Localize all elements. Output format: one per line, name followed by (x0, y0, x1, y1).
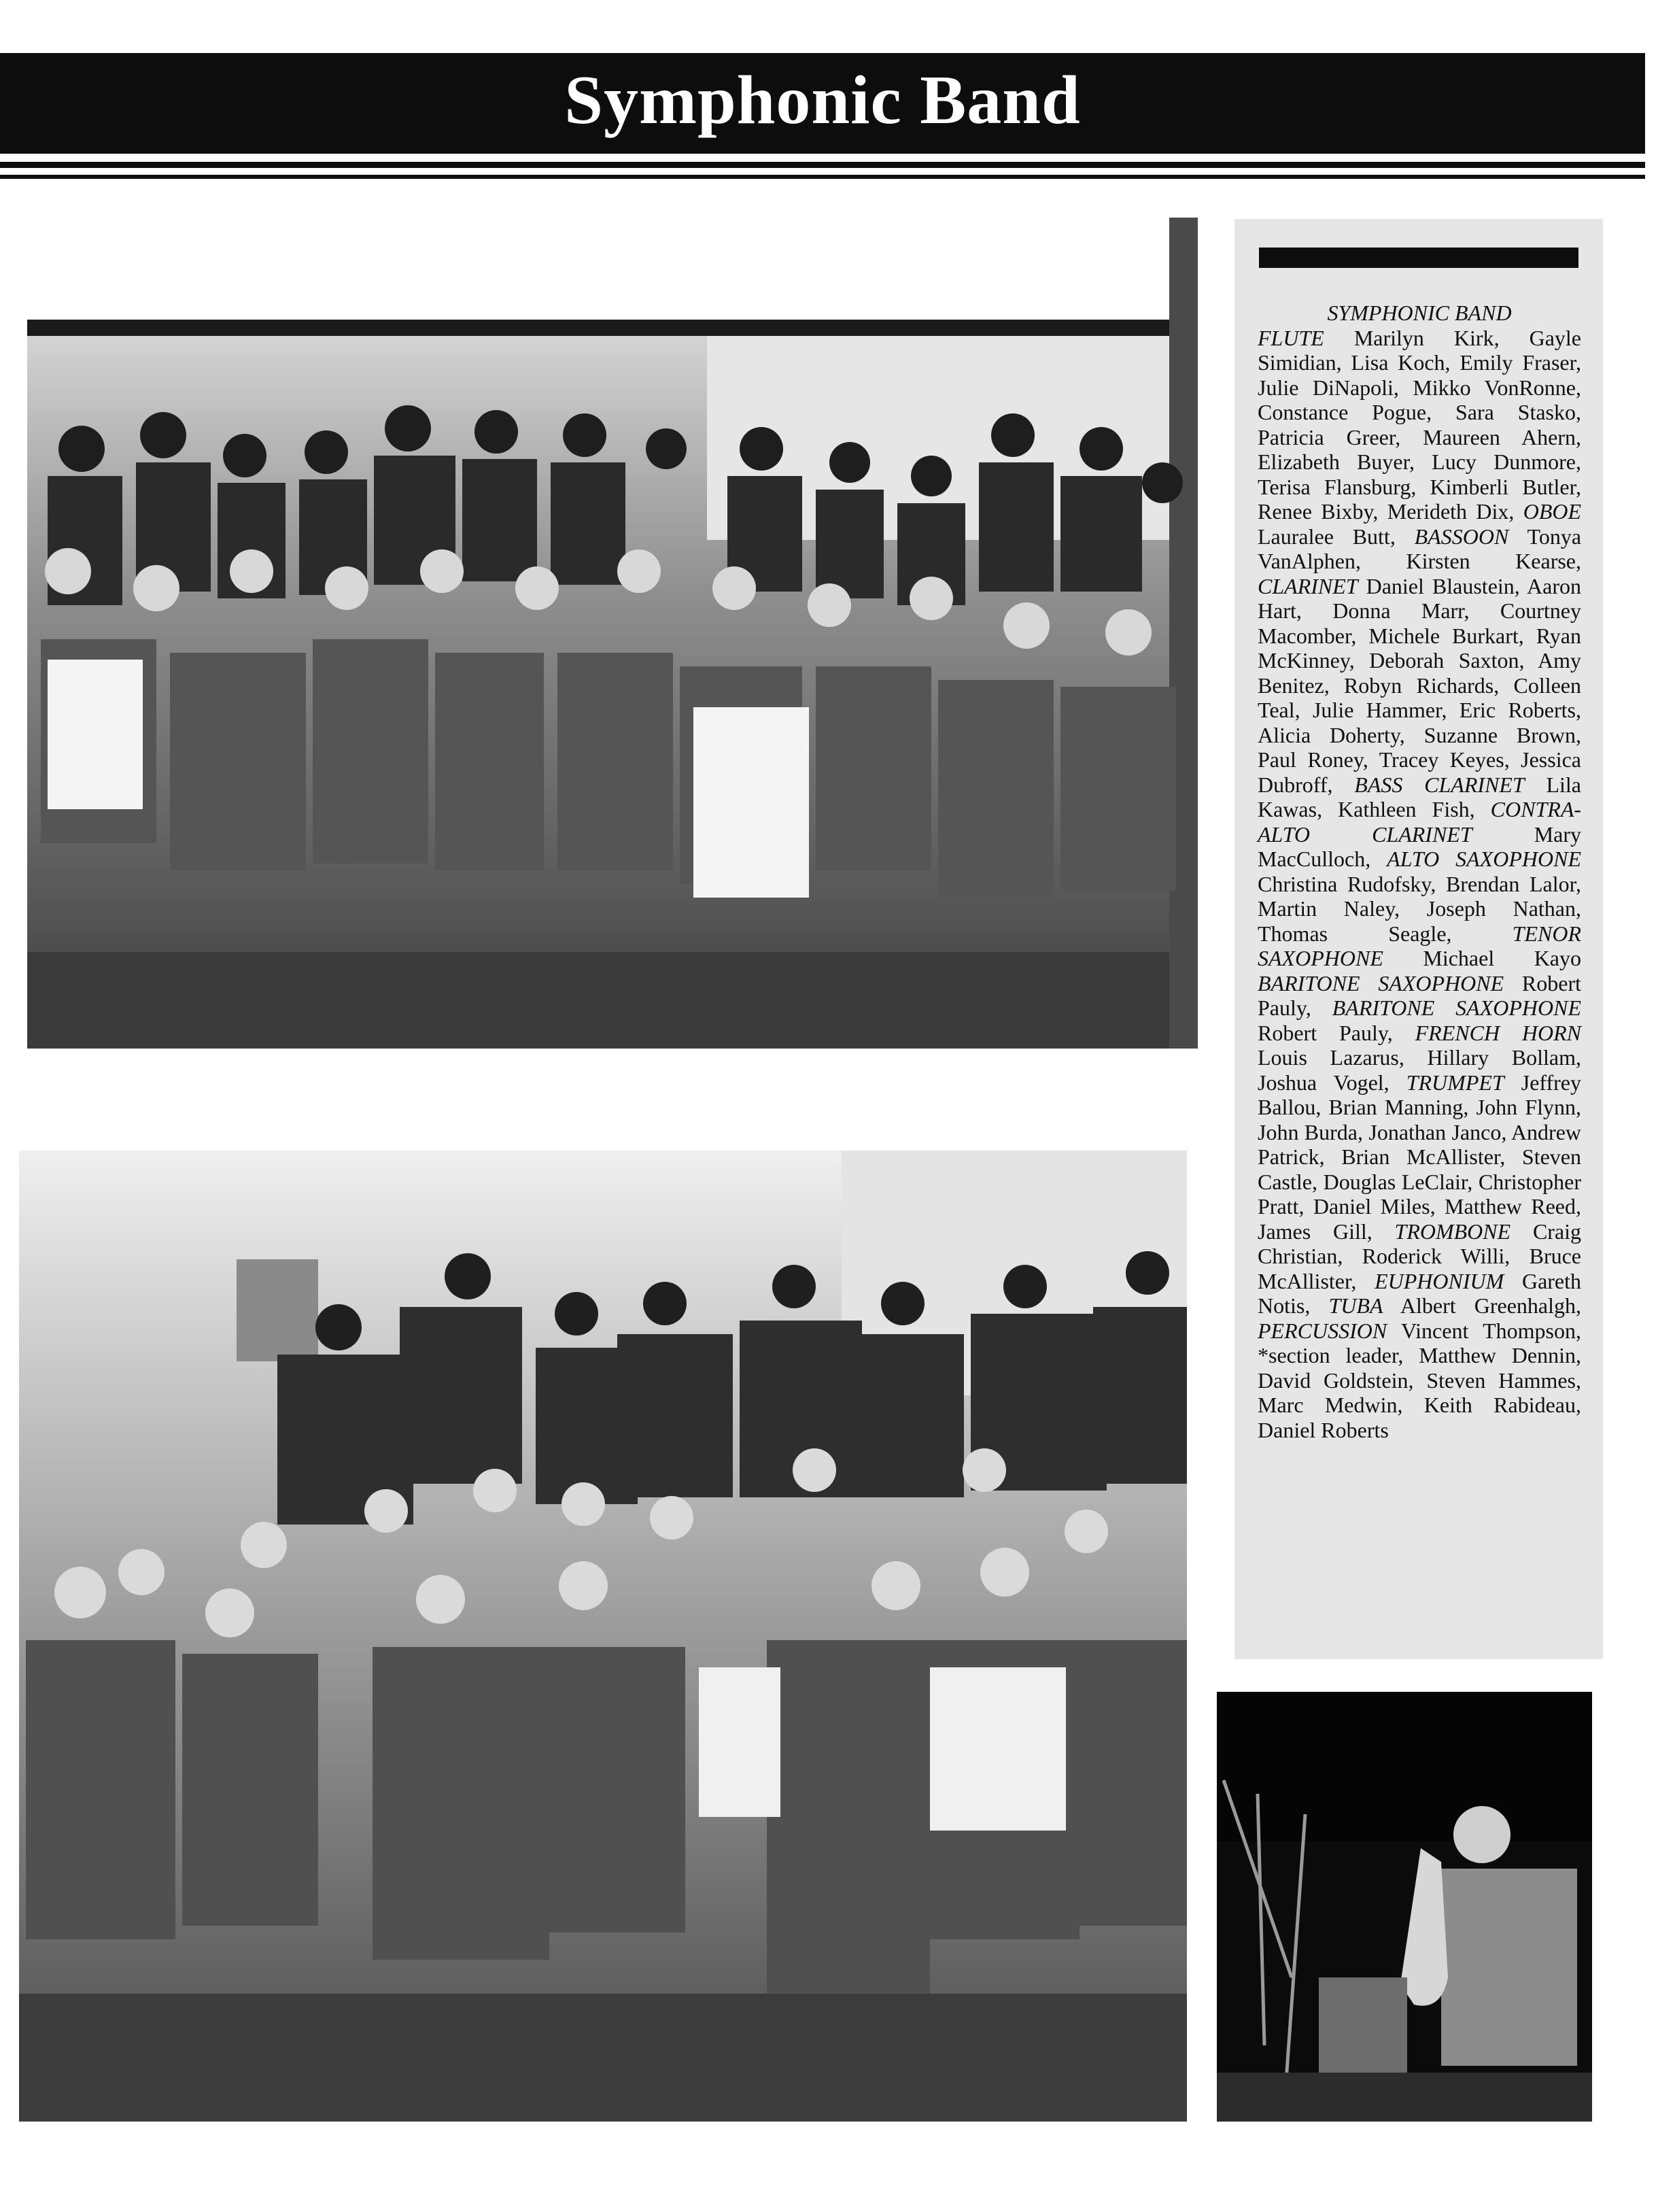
section-label-alto-saxophone: ALTO SAXOPHONE (1387, 847, 1582, 871)
section-names-baritone-saxophone-2: Robert Pauly, (1258, 1020, 1393, 1045)
section-names-contra-alto-clarinet: Mary MacCulloch, (1258, 821, 1582, 871)
section-names-baritone-saxophone: Robert Pauly, (1258, 970, 1581, 1020)
section-label-euphonium: EUPHONIUM (1375, 1268, 1504, 1293)
section-label-flute: FLUTE (1258, 325, 1324, 350)
section-names-trombone: Craig Christian, Roderick Willi, Bruce McAllister, (1258, 1219, 1582, 1293)
header-rule-bottom (0, 175, 1645, 179)
section-label-percussion: PERCUSSION (1258, 1318, 1387, 1343)
section-names-clarinet: Daniel Blaustein, Aaron Hart, Donna Marr, Courtney Macomber, Michele Burkart, Ryan McKinney, Deborah Saxton, Amy Benitez, Robyn Richards, Colleen Teal, Julie Hammer, Eric Roberts, Alicia Doherty, Suzanne Brown, Paul Roney, Tracey Keyes, Jessica Dubroff, (1258, 573, 1581, 797)
section-label-tuba: TUBA (1328, 1293, 1383, 1318)
section-names-euphonium: Gareth Notis, (1258, 1268, 1582, 1318)
section-names-flute: Marilyn Kirk, Gayle Simidian, Lisa Koch, Emily Fraser, Julie DiNapoli, Mikko VonRonne, Constance Pogue, Sara Stasko, Patricia Greer, Maureen Ahern, Elizabeth Buyer, Lucy Dunmore, Terisa Flansburg, Kimberli Butler, Renee Bixby, Merideth Dix, (1258, 325, 1581, 524)
section-names-tenor-saxophone: Michael Kayo (1423, 946, 1582, 970)
page-title: Symphonic Band (564, 62, 1081, 139)
section-label-tenor-saxophone: TENOR SAXOPHONE (1258, 921, 1582, 970)
group-photo-top (27, 218, 1198, 1049)
section-names-bassoon: Tonya VanAlphen, Kirsten Kearse, (1258, 524, 1582, 573)
section-label-clarinet: CLARINET (1258, 573, 1358, 598)
section-names-percussion: Vincent Thompson, *section leader, Matthew Dennin, David Goldstein, Steven Hammes, Marc Medwin, Keith Rabideau, Daniel Roberts (1258, 1318, 1581, 1442)
section-label-baritone-saxophone-2: BARITONE SAXOPHONE (1332, 996, 1581, 1020)
group-photo-bottom (19, 1151, 1187, 2122)
section-label-contra-alto-clarinet: CONTRA-ALTO CLARINET (1258, 797, 1582, 847)
sidebar-rule (1259, 248, 1578, 268)
section-names-oboe: Lauralee Butt, (1258, 524, 1396, 549)
saxophone-performance-photo (1217, 1692, 1592, 2122)
section-names-trumpet: Jeffrey Ballou, Brian Manning, John Flynn, John Burda, Jonathan Janco, Andrew Patrick, Brian McAllister, Steven Castle, Douglas LeClair, Christopher Pratt, Daniel Miles, Matthew Reed, James Gill, (1258, 1070, 1581, 1244)
roster-heading: SYMPHONIC BAND (1327, 301, 1512, 325)
header-rule-top (0, 162, 1645, 168)
roster-text (1258, 301, 1581, 1442)
header-bar (0, 53, 1645, 154)
section-label-trumpet: TRUMPET (1406, 1070, 1504, 1095)
section-label-bass-clarinet: BASS CLARINET (1354, 772, 1525, 797)
section-names-tuba: Albert Greenhalgh, (1400, 1293, 1582, 1318)
section-names-french-horn: Louis Lazarus, Hillary Bollam, Joshua Vogel, (1258, 1045, 1581, 1095)
section-label-bassoon: BASSOON (1414, 524, 1509, 549)
section-label-trombone: TROMBONE (1394, 1219, 1511, 1244)
section-names-bass-clarinet: Lila Kawas, Kathleen Fish, (1258, 772, 1581, 821)
section-label-baritone-saxophone: BARITONE SAXOPHONE (1258, 970, 1504, 996)
section-label-french-horn: FRENCH HORN (1415, 1020, 1582, 1045)
section-label-oboe: OBOE (1523, 499, 1582, 524)
roster-sidebar (1234, 219, 1603, 1659)
section-names-alto-saxophone: Christina Rudofsky, Brendan Lalor, Martin Naley, Joseph Nathan, Thomas Seagle, (1258, 871, 1581, 946)
